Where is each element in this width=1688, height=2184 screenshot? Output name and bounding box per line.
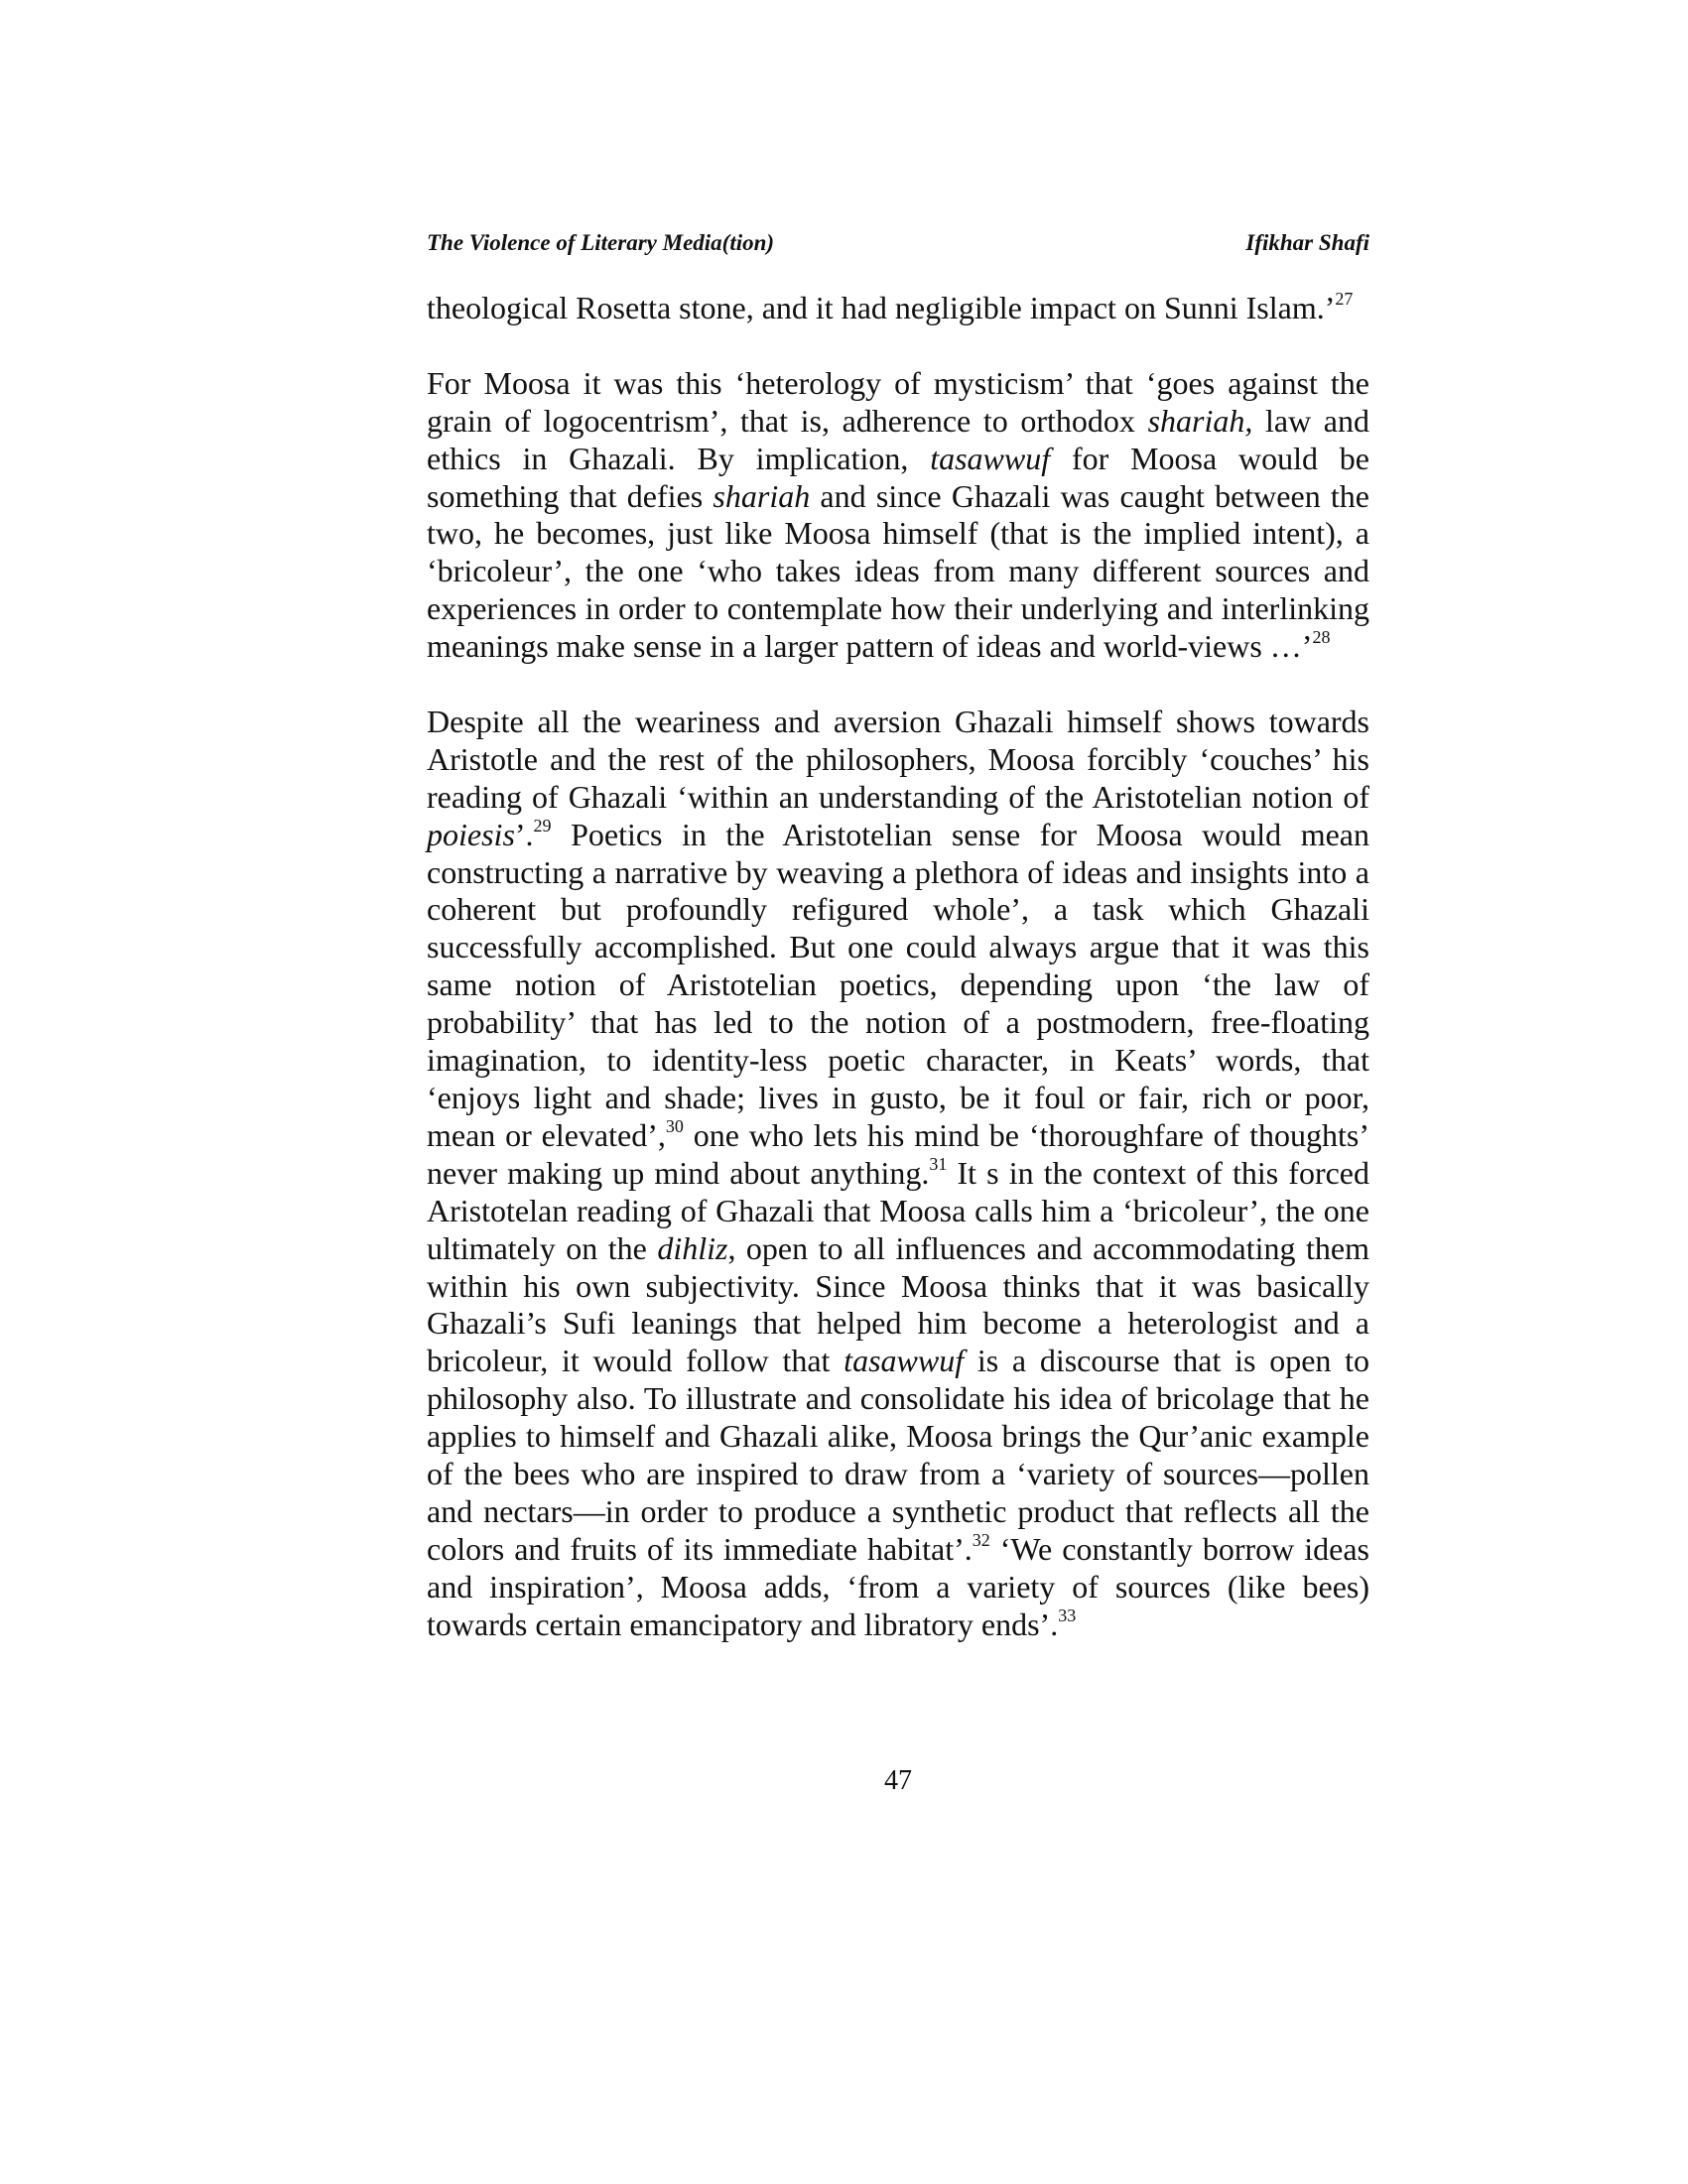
italic-term: shariah bbox=[713, 477, 811, 514]
text-run: For Moosa it was this ‘heterology of mysticism’ that ‘goes against the grain of logocentrism’, that is, adherence to orthodox bbox=[427, 364, 1369, 439]
paragraph bbox=[427, 290, 1369, 327]
running-header bbox=[427, 230, 1369, 266]
footnote-marker: 28 bbox=[1312, 627, 1331, 648]
text-run: ’. bbox=[514, 816, 534, 852]
italic-term: tasawwuf bbox=[844, 1343, 965, 1379]
footnote-marker: 27 bbox=[1335, 289, 1354, 310]
footnote-marker: 31 bbox=[929, 1154, 948, 1175]
footnote-marker: 33 bbox=[1058, 1606, 1077, 1626]
italic-term: shariah, bbox=[1147, 402, 1253, 439]
paragraph bbox=[427, 365, 1369, 666]
paragraph bbox=[427, 704, 1369, 1644]
text-run: is a discourse that is open to philosophy also. To illustrate and consolidate his idea of bricolage that he applies to himself and Ghazali alike, Moosa brings the Qur’anic example of the bees who are inspired to draw from a ‘variety of sources—pollen and nectars—in order to produce a synthetic product that reflects all the colors and fruits of its immediate habitat’. bbox=[427, 1343, 1370, 1567]
italic-term: poiesis bbox=[427, 816, 515, 852]
text-run: , open to all influences and accommodating them within his own subjectivity. Since Moosa thinks that it was basically Ghazali’s Sufi leanings that helped him become a heterologist and a bricoleur, it would follow that bbox=[427, 1229, 1370, 1379]
body-text bbox=[427, 290, 1369, 1644]
text-run: for Moosa would be something that defies bbox=[427, 440, 1370, 514]
text-run: It s in the context of this forced Aristotelan reading of Ghazali that Moosa calls him a ‘bricoleur’, the one ultimately on the bbox=[427, 1154, 1370, 1266]
footnote-marker: 29 bbox=[533, 816, 552, 835]
text-run: Poetics in the Aristotelian sense for Moosa would mean constructing a narrative by weaving a plethora of ideas and insights into a coherent but profoundly refigured whole’, a task which Ghazali successfully accomplished. But one could always argue that it was this same notion of Aristotelian poetics, depending upon ‘the law of probability’ that has led to the notion of a postmodern, free-floating imagination, to identity-less poetic character, in Keats’ words, that ‘enjoys light and shade; lives in gusto, be it foul or fair, rich or poor, mean or elevated’, bbox=[427, 816, 1369, 1153]
text-run: Despite all the weariness and aversion Ghazali himself shows towards Aristotle and the rest of the philosophers, Moosa forcibly ‘couches’ his reading of Ghazali ‘within an understanding of the Aristotelian notion of bbox=[427, 703, 1369, 815]
text-run: ‘We constantly borrow ideas and inspiration’, Moosa adds, ‘from a variety of sources (like bees) towards certain emancipatory and libratory ends’. bbox=[427, 1530, 1369, 1642]
text-run: and since Ghazali was caught between the two, he becomes, just like Moosa himself (that is the implied intent), a ‘bricoleur’, the one ‘who takes ideas from many different sources and experiences in order to contemplate how their underlying and interlinking meanings make sense in a larger pattern of ideas and world-views …’ bbox=[427, 477, 1370, 665]
footnote-marker: 30 bbox=[665, 1116, 684, 1137]
italic-term: dihliz bbox=[657, 1229, 728, 1266]
italic-term: tasawwuf bbox=[930, 440, 1051, 476]
text-run: theological Rosetta stone, and it had negligible impact on Sunni Islam.’ bbox=[427, 290, 1336, 325]
running-header-author: Ifikhar Shafi bbox=[1245, 230, 1369, 255]
page-number: 47 bbox=[884, 1765, 912, 1796]
text-run: law and ethics in Ghazali. By implication, bbox=[427, 402, 1370, 476]
running-header-title: The Violence of Literary Media(tion) bbox=[427, 230, 775, 255]
footnote-marker: 32 bbox=[972, 1530, 990, 1551]
text-run: one who lets his mind be ‘thoroughfare of thoughts’ never making up mind about anything. bbox=[427, 1116, 1370, 1191]
